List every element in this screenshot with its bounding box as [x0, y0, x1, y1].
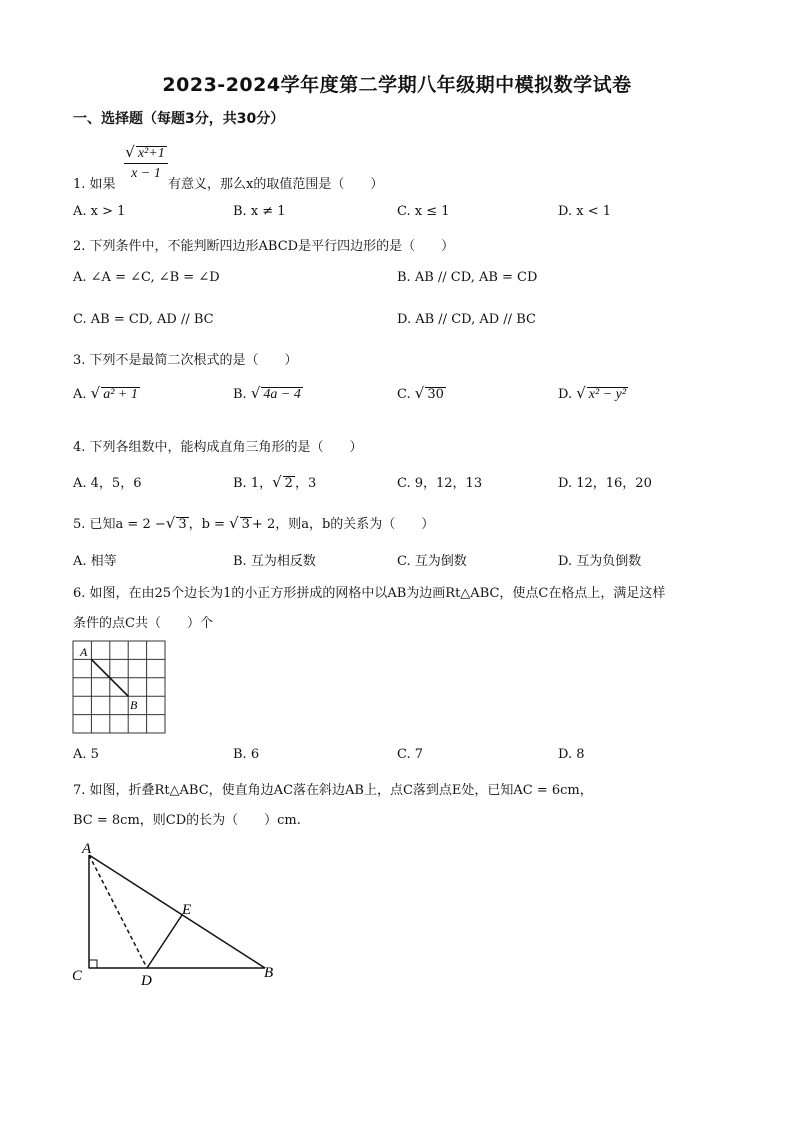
option-radicand: x² − y²	[588, 387, 627, 402]
option-radicand: 4a − 4	[263, 387, 301, 402]
question-7-line-2: BC = 8cm，则CD的长为（ ）cm.	[73, 813, 301, 828]
page-title: 2023-2024学年度第二学期八年级期中模拟数学试卷	[162, 74, 632, 96]
point-label-a: A	[80, 645, 88, 659]
question-7-line-1: 7. 如图，折叠Rt△ABC，使直角边AC落在斜边AB上，点C落到点E处，已知AC = 6cm，	[73, 783, 593, 798]
right-angle-mark	[89, 960, 97, 968]
q5-option-a[interactable]: A. 相等	[73, 554, 117, 569]
question-5-text: 5. 已知a = 2 −√ 3 ，b = √ 3 + 2，则a，b的关系为（ ）	[73, 514, 435, 532]
question-4-text: 4. 下列各组数中，能构成直角三角形的是（ ）	[73, 440, 363, 455]
question-2-text: 2. 下列条件中，不能判断四边形ABCD是平行四边形的是（ ）	[73, 239, 455, 254]
q6-option-d[interactable]: D. 8	[558, 747, 585, 762]
option-radicand: 2	[284, 476, 293, 491]
option-radicand: a² + 1	[103, 387, 138, 402]
q2-option-d[interactable]: D. AB // CD, AD // BC	[397, 312, 536, 327]
question-6-line-2: 条件的点C共（ ）个	[73, 616, 213, 631]
q6-option-c[interactable]: C. 7	[397, 747, 424, 762]
numerator-radicand: x²+1	[137, 146, 165, 161]
q2-option-b[interactable]: B. AB // CD, AB = CD	[397, 270, 538, 285]
q6-option-a[interactable]: A. 5	[73, 747, 99, 762]
q2-option-c[interactable]: C. AB = CD, AD // BC	[73, 312, 214, 327]
q1-option-b[interactable]: B. x ≠ 1	[233, 204, 286, 219]
vertex-label-b: B	[264, 965, 274, 981]
q4-option-b[interactable]: B. 1，√ 2 ，3	[233, 473, 317, 491]
option-radicand: 30	[427, 387, 444, 402]
vertex-label-c: C	[72, 968, 83, 984]
section-heading: 一、选择题（每题3分，共30分）	[73, 111, 285, 127]
q5-radicand-1: 3	[178, 517, 187, 532]
fraction-denominator: x − 1	[131, 166, 161, 181]
point-label-d: D	[141, 973, 152, 989]
question-1-fraction	[124, 143, 168, 182]
option-letter: D.	[558, 387, 573, 402]
q3-option-d[interactable]: D. √ x² − y²	[558, 384, 627, 402]
option-tail: ，3	[294, 476, 317, 491]
option-letter: C.	[397, 387, 411, 402]
point-label-e: E	[182, 902, 192, 918]
q1-option-c[interactable]: C. x ≤ 1	[397, 204, 450, 219]
q5-option-b[interactable]: B. 互为相反数	[233, 554, 316, 569]
q5-part-b: ，b =	[188, 517, 225, 532]
q2-option-a[interactable]: A. ∠A = ∠C, ∠B = ∠D	[73, 270, 220, 285]
question-1-prefix: 1. 如果	[73, 177, 116, 192]
q4-option-d[interactable]: D. 12，16，20	[558, 476, 652, 491]
q5-radicand-2: 3	[241, 517, 250, 532]
segment-de	[147, 915, 182, 968]
fraction-numerator: √ x²+1	[124, 143, 168, 164]
question-3-text: 3. 下列不是最简二次根式的是（ ）	[73, 353, 298, 368]
fold-line-ad	[89, 855, 147, 968]
q3-option-c[interactable]: C. √ 30	[397, 384, 444, 402]
option-letter: A.	[73, 387, 87, 402]
q4-option-a[interactable]: A. 4，5，6	[73, 476, 142, 491]
q3-option-a[interactable]: A. √ a² + 1	[73, 384, 138, 402]
q5-option-c[interactable]: C. 互为倒数	[397, 554, 467, 569]
q5-part-c: + 2，则a，b的关系为（ ）	[251, 517, 435, 532]
q5-part-a: 5. 已知a = 2 −	[73, 517, 166, 532]
triangle-figure	[62, 835, 292, 995]
question-6-line-1: 6. 如图，在由25个边长为1的小正方形拼成的网格中以AB为边画Rt△ABC，使点C在格点上，满足这样	[73, 586, 666, 601]
q5-option-d[interactable]: D. 互为负倒数	[558, 554, 642, 569]
question-1-suffix: 有意义，那么x的取值范围是（ ）	[168, 177, 384, 192]
q3-option-b[interactable]: B. √ 4a − 4	[233, 384, 301, 402]
option-text: B. 1，	[233, 476, 273, 491]
point-label-b: B	[130, 698, 138, 712]
option-letter: B.	[233, 387, 247, 402]
q1-option-d[interactable]: D. x < 1	[558, 204, 611, 219]
q6-option-b[interactable]: B. 6	[233, 747, 260, 762]
side-ab	[89, 855, 265, 968]
q4-option-c[interactable]: C. 9，12，13	[397, 476, 483, 491]
q1-option-a[interactable]: A. x > 1	[73, 204, 126, 219]
vertex-label-a: A	[82, 841, 92, 857]
grid-figure	[72, 640, 168, 736]
